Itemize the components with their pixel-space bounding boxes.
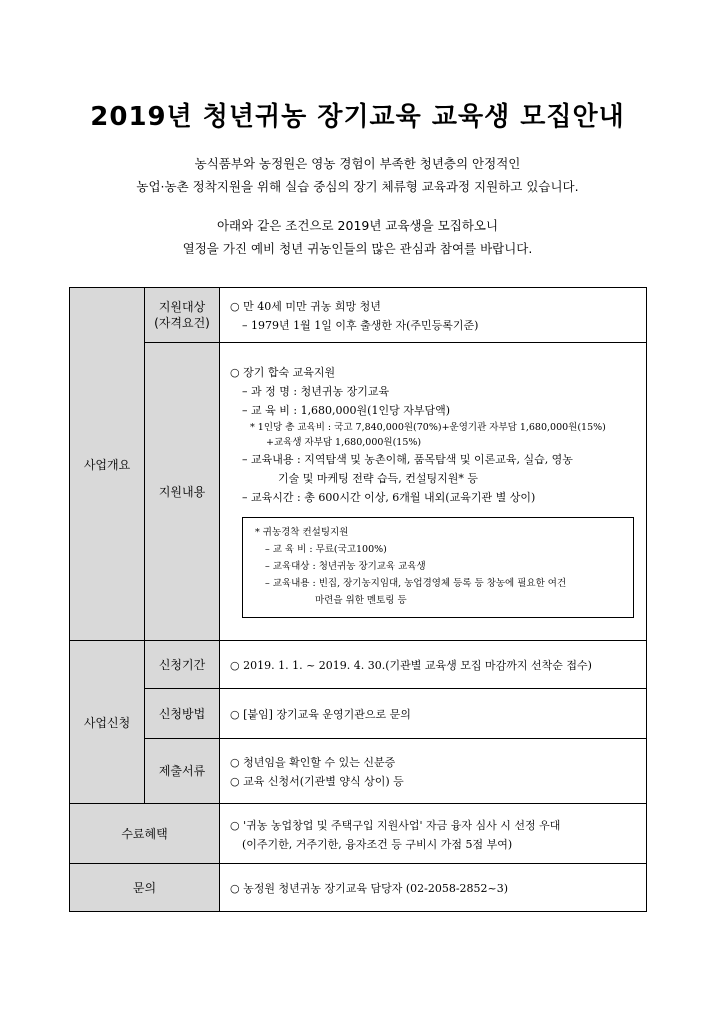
label-method: 신청방법 xyxy=(145,689,220,739)
category-overview: 사업개요 xyxy=(70,288,145,641)
category-application: 사업신청 xyxy=(70,641,145,804)
info-table xyxy=(69,287,647,912)
category-benefit: 수료혜택 xyxy=(70,804,220,864)
page-title: 2019년 청년귀농 장기교육 교육생 모집안내 xyxy=(90,102,625,132)
label-documents: 제출서류 xyxy=(145,739,220,804)
benefit-content: ○ '귀농 농업창업 및 주택구입 지원사업' 자금 융자 심사 시 선정 우대 (이주기한, 거주기한, 융자조건 등 구비시 가점 5점 부여) xyxy=(220,804,647,864)
label-period: 신청기간 xyxy=(145,641,220,689)
table-row xyxy=(70,804,647,864)
label-eligibility: 지원대상 (자격요건) xyxy=(145,288,220,343)
support-content: ○ 장기 합숙 교육지원 – 과 정 명 : 청년귀농 장기교육 – 교 육 비 : 1,680,000원(1인당 자부담액) * 1인당 총 교육비 : 국고 7,840,000원(70%)+운영기관 자부담 1,680,000원(15%) +교육생 자부담 1,680,000원(15%) – 교육내용 : 지역탐색 및 농촌이해, 품목탐색 및 이론교육, 실습, 영농 기술 및 마케팅 전략 습득, 컨설팅지원* 등 – 교육시간 : 총 600시간 이상, 6개월 내외(교육기관 별 상이) * 귀농경착 컨설팅지원 – 교 육 비 : 무료(국고100%) – 교육대상 : 청년귀농 장기교육 교육생 – 교육내용 : 빈집, 장기농지임대, 농업경영체 등록 등 창농에 필요한 여건 마련을 위한 멘토링 등 xyxy=(220,343,647,641)
intro-line: 열정을 가진 예비 청년 귀농인들의 많은 관심과 참여를 바랍니다. xyxy=(182,241,533,256)
table-row xyxy=(70,739,647,804)
period-content: ○ 2019. 1. 1. ~ 2019. 4. 30.(기관별 교육생 모집 마감까지 선착순 접수) xyxy=(220,641,647,689)
category-inquiry: 문의 xyxy=(70,864,220,912)
table-row xyxy=(70,864,647,912)
intro-paragraph-2 xyxy=(0,214,715,260)
label-support: 지원내용 xyxy=(145,343,220,641)
intro-paragraph-1 xyxy=(0,152,715,198)
table-row xyxy=(70,288,647,343)
table-row xyxy=(70,343,647,641)
table-row xyxy=(70,641,647,689)
intro-line: 농식품부와 농정원은 영농 경험이 부족한 청년층의 안정적인 xyxy=(194,156,521,171)
intro-line: 아래와 같은 조건으로 2019년 교육생을 모집하오니 xyxy=(216,218,499,233)
method-content: ○ [붙임] 장기교육 운영기관으로 문의 xyxy=(220,689,647,739)
inquiry-content: ○ 농정원 청년귀농 장기교육 담당자 (02-2058-2852~3) xyxy=(220,864,647,912)
consulting-box: * 귀농경착 컨설팅지원 – 교 육 비 : 무료(국고100%) – 교육대상 : 청년귀농 장기교육 교육생 – 교육내용 : 빈집, 장기농지임대, 농업경영체 등록 등 창농에 필요한 여건 마련을 위한 멘토링 등 xyxy=(242,517,634,618)
eligibility-content: ○ 만 40세 미만 귀농 희망 청년 – 1979년 1월 1일 이후 출생한 자(주민등록기준) xyxy=(220,288,647,343)
table-row xyxy=(70,689,647,739)
documents-content: ○ 청년임을 확인할 수 있는 신분증 ○ 교육 신청서(기관별 양식 상이) 등 xyxy=(220,739,647,804)
intro-line: 농업·농촌 정착지원을 위해 실습 중심의 장기 체류형 교육과정 지원하고 있습니다. xyxy=(136,179,579,194)
